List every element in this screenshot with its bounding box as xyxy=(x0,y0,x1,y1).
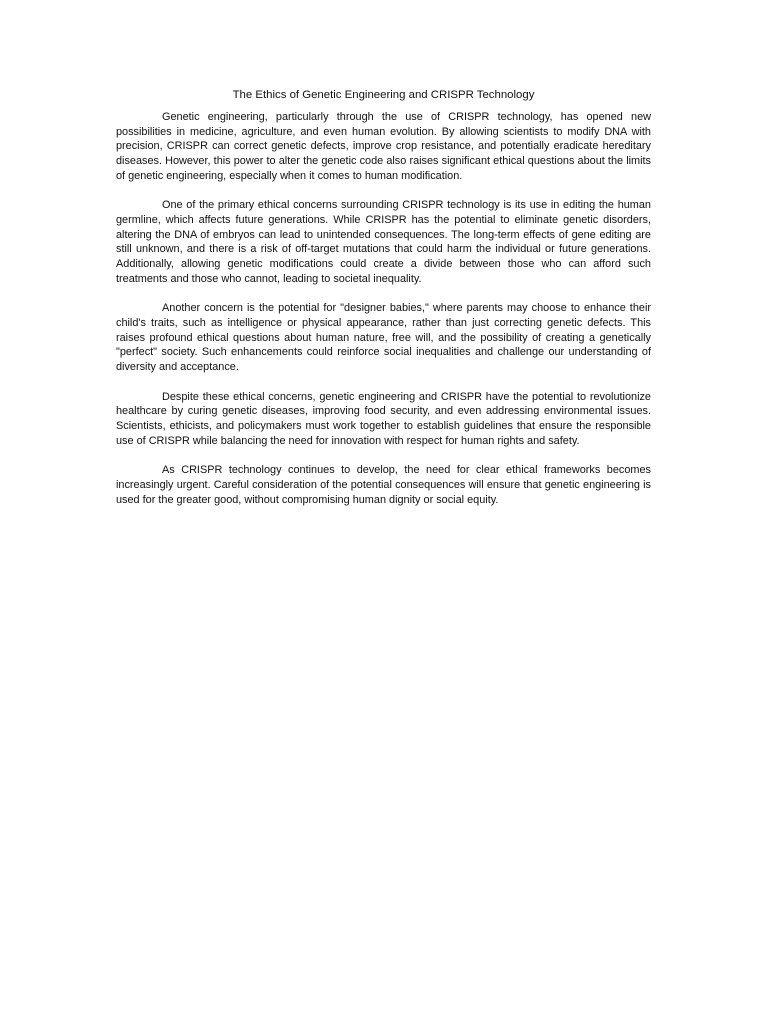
paragraph-3: Another concern is the potential for "designer babies," where parents may choose to enhance their child's traits, such as intelligence or physical appearance, rather than just correcting genetic defects. This raises profound ethical questions about human nature, free will, and the possibility of creating a genetically "perfect" society. Such enhancements could reinforce social inequalities and challenge our understanding of diversity and acceptance. xyxy=(116,302,651,374)
paragraph-4: Despite these ethical concerns, genetic engineering and CRISPR have the potential to revolutionize healthcare by curing genetic diseases, improving food security, and even addressing environmental issues. Scientists, ethicists, and policymakers must work together to establish guidelines that ensure the responsible use of CRISPR while balancing the need for innovation with respect for human rights and safety. xyxy=(116,390,651,447)
document-page xyxy=(116,88,651,522)
paragraph-2: One of the primary ethical concerns surrounding CRISPR technology is its use in editing the human germline, which affects future generations. While CRISPR has the potential to eliminate genetic disorders, altering the DNA of embryos can lead to unintended consequences. The long-term effects of gene editing are still unknown, and there is a risk of off-target mutations that could harm the individual or future generations. Additionally, allowing genetic modifications could create a divide between those who can afford such treatments and those who cannot, leading to societal inequality. xyxy=(116,199,651,285)
paragraph-5: As CRISPR technology continues to develop, the need for clear ethical frameworks becomes increasingly urgent. Careful consideration of the potential consequences will ensure that genetic engineering is used for the greater good, without compromising human dignity or social equity. xyxy=(116,464,651,506)
document-title: The Ethics of Genetic Engineering and CRISPR Technology xyxy=(232,89,535,101)
paragraph-1: Genetic engineering, particularly through the use of CRISPR technology, has opened new possibilities in medicine, agriculture, and even human evolution. By allowing scientists to modify DNA with precision, CRISPR can correct genetic defects, improve crop resistance, and potentially eradicate hereditary diseases. However, this power to alter the genetic code also raises significant ethical questions about the limits of genetic engineering, especially when it comes to human modification. xyxy=(116,111,651,182)
